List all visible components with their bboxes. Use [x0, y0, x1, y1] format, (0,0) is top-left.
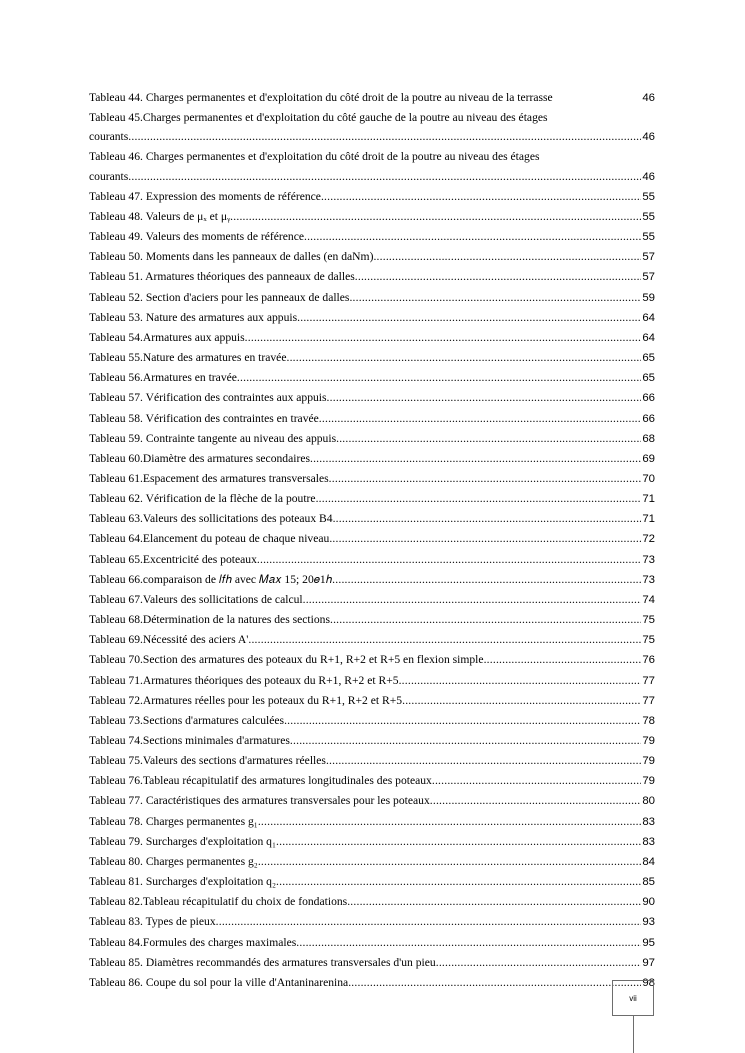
toc-entry[interactable] — [89, 88, 655, 108]
toc-entry[interactable] — [89, 388, 655, 408]
dot-leader — [258, 812, 642, 831]
toc-entry-title: Tableau 61.Espacement des armatures transversales — [89, 471, 329, 485]
toc-entry[interactable] — [89, 308, 655, 328]
toc-entry[interactable] — [89, 187, 655, 207]
toc-entry-page: 73 — [642, 573, 655, 586]
toc-entry[interactable] — [89, 108, 655, 147]
toc-entry[interactable] — [89, 469, 655, 489]
toc-entry-title: Tableau 56.Armatures en travée — [89, 371, 237, 385]
toc-entry-title: Tableau 52. Section d'aciers pour les panneaux de dalles — [89, 290, 350, 304]
dot-leader — [286, 348, 641, 367]
toc-entry-page: 79 — [642, 775, 655, 788]
toc-entry[interactable] — [89, 892, 655, 912]
toc-entry-title: Tableau 71.Armatures théoriques des poteaux du R+1, R+2 et R+5 — [89, 673, 399, 687]
toc-entry-page: 95 — [642, 936, 655, 949]
toc-entry[interactable] — [89, 650, 655, 670]
toc-entry[interactable] — [89, 771, 655, 791]
toc-entry[interactable] — [89, 409, 655, 429]
toc-entry[interactable] — [89, 691, 655, 711]
toc-entry-title: Tableau 48. Valeurs de μₓ et μᵧ — [89, 209, 231, 223]
dot-leader — [258, 852, 642, 871]
toc-entry-title: Tableau 86. Coupe du sol pour la ville d'Antaninarenina — [89, 975, 349, 989]
toc-entry[interactable] — [89, 147, 655, 186]
dot-leader — [284, 711, 641, 730]
toc-entry-page: 75 — [642, 614, 655, 627]
toc-entry[interactable] — [89, 610, 655, 630]
toc-entry-title: Tableau 75.Valeurs des sections d'armatures réelles — [89, 754, 326, 768]
toc-entry[interactable] — [89, 731, 655, 751]
toc-entry-title-line: Tableau 45.Charges permanentes et d'exploitation du côté gauche de la poutre au niveau des étages — [89, 111, 548, 125]
toc-entry[interactable] — [89, 570, 655, 590]
dot-leader — [436, 953, 642, 972]
toc-entry-page: 72 — [642, 533, 655, 546]
toc-entry-title: Tableau 76.Tableau récapitulatif des armatures longitudinales des poteaux — [89, 774, 432, 788]
toc-entry-page: 69 — [642, 452, 655, 465]
dot-leader — [296, 933, 641, 952]
dot-leader — [290, 731, 641, 750]
toc-entry[interactable] — [89, 630, 655, 650]
dot-leader — [402, 691, 641, 710]
toc-entry-page: 78 — [642, 714, 655, 727]
toc-entry-title: Tableau 50. Moments dans les panneaux de dalles (en daNm) — [89, 250, 374, 264]
dot-leader — [326, 751, 641, 770]
toc-entry-page: 70 — [642, 472, 655, 485]
toc-entry-page: 85 — [642, 876, 655, 889]
toc-entry-title: Tableau 68.Détermination de la natures des sections — [89, 613, 330, 627]
toc-entry-title: Tableau 49. Valeurs des moments de référence — [89, 230, 304, 244]
toc-entry[interactable] — [89, 288, 655, 308]
toc-entry-title: Tableau 79. Surcharges d'exploitation q₁ — [89, 834, 277, 848]
toc-entry-title: Tableau 80. Charges permanentes g₂ — [89, 854, 258, 868]
toc-entry-title-line: Tableau 46. Charges permanentes et d'exploitation du côté droit de la poutre au niveau des étages — [89, 150, 540, 164]
toc-entry[interactable] — [89, 933, 655, 953]
toc-entry-page: 74 — [642, 593, 655, 606]
toc-entry-title: Tableau 73.Sections d'armatures calculées — [89, 713, 285, 727]
toc-entry-page: 64 — [642, 311, 655, 324]
toc-entry[interactable] — [89, 852, 655, 872]
toc-entry-title: Tableau 77. Caractéristiques des armatures transversales pour les poteaux — [89, 794, 430, 808]
toc-entry-title: Tableau 60.Diamètre des armatures secondaires — [89, 451, 310, 465]
toc-entry[interactable] — [89, 227, 655, 247]
toc-entry[interactable] — [89, 912, 655, 932]
toc-entry-title: Tableau 62. Vérification de la flèche de la poutre — [89, 492, 316, 506]
dot-leader — [329, 469, 642, 488]
toc-entry-title: Tableau 59. Contrainte tangente au niveau des appuis — [89, 431, 337, 445]
toc-entry-page: 68 — [642, 432, 655, 445]
dot-leader — [327, 388, 642, 407]
toc-entry[interactable] — [89, 791, 655, 811]
dot-leader — [297, 308, 641, 327]
dot-leader — [336, 429, 641, 448]
toc-entry[interactable] — [89, 590, 655, 610]
toc-entry-title: Tableau 44. Charges permanentes et d'exploitation du côté droit de la poutre au niveau de la terrasse — [89, 91, 553, 104]
toc-entry-title: Tableau 54.Armatures aux appuis — [89, 330, 245, 344]
toc-entry-title: Tableau 74.Sections minimales d'armatures — [89, 734, 290, 747]
toc-entry-title: Tableau 70.Section des armatures des poteaux du R+1, R+2 et R+5 en flexion simple — [89, 653, 484, 667]
footer-rule — [633, 1016, 634, 1053]
toc-entry[interactable] — [89, 247, 655, 267]
page-number-box — [612, 980, 654, 1016]
toc-entry-page: 71 — [642, 513, 655, 526]
toc-entry[interactable] — [89, 348, 655, 368]
toc-entry-title: courants — [89, 169, 129, 183]
toc-entry-page: 64 — [642, 331, 655, 344]
toc-entry-title: Tableau 63.Valeurs des sollicitations des poteaux B4 — [89, 512, 333, 526]
dot-leader — [276, 872, 641, 891]
toc-entry-title: Tableau 78. Charges permanentes g₁ — [89, 814, 258, 828]
toc-entry-page: 65 — [642, 352, 655, 365]
dot-leader — [321, 187, 641, 206]
dot-leader — [128, 167, 641, 186]
toc-entry[interactable] — [89, 368, 655, 388]
toc-entry-title: Tableau 81. Surcharges d'exploitation q₂ — [89, 875, 277, 889]
toc-entry-page: 75 — [642, 634, 655, 647]
toc-entry[interactable] — [89, 953, 655, 973]
toc-entry[interactable] — [89, 711, 655, 731]
dot-leader — [332, 570, 641, 589]
toc-entry-page: 80 — [642, 795, 655, 808]
toc-entry[interactable] — [89, 671, 655, 691]
toc-entry-page: 57 — [642, 271, 655, 284]
toc-entry-page: 84 — [642, 855, 655, 868]
toc-entry-title: Tableau 55.Nature des armatures en travée — [89, 351, 287, 365]
dot-leader — [399, 671, 642, 690]
dot-leader — [373, 247, 641, 266]
toc-entry-page: 79 — [642, 735, 655, 747]
toc-entry-title: Tableau 53. Nature des armatures aux appuis — [89, 310, 298, 324]
toc-entry[interactable] — [89, 832, 655, 852]
toc-entry-title: Tableau 84.Formules des charges maximales — [89, 935, 297, 949]
dot-leader — [330, 610, 641, 629]
dot-leader — [349, 288, 641, 307]
dot-leader — [303, 590, 642, 609]
dot-leader — [216, 912, 642, 931]
toc-entry-page: 83 — [642, 835, 655, 848]
toc-entry-title: Tableau 64.Elancement du poteau de chaque niveau — [89, 532, 330, 546]
toc-entry[interactable] — [89, 429, 655, 449]
dot-leader — [276, 832, 641, 851]
toc-entry[interactable] — [89, 509, 655, 529]
dot-leader — [230, 207, 641, 226]
dot-leader — [304, 227, 641, 246]
toc-entry[interactable] — [89, 449, 655, 469]
dot-leader — [348, 973, 641, 992]
toc-entry[interactable] — [89, 812, 655, 832]
toc-entry-title: Tableau 83. Types de pieux — [89, 915, 216, 929]
toc-entry[interactable] — [89, 489, 655, 509]
toc-entry-page: 73 — [642, 553, 655, 566]
toc-entry-page: 98 — [642, 976, 655, 989]
toc-entry[interactable] — [89, 550, 655, 570]
toc-entry-page: 90 — [642, 896, 655, 909]
dot-leader — [432, 771, 641, 790]
toc-entry[interactable] — [89, 529, 655, 549]
toc-entry[interactable] — [89, 328, 655, 348]
dot-leader — [329, 529, 641, 548]
toc-entry-page: 55 — [642, 190, 655, 203]
toc-entry-page: 46 — [642, 170, 655, 183]
toc-entry-page: 66 — [642, 392, 655, 405]
toc-entry[interactable] — [89, 872, 655, 892]
toc-entry-title: Tableau 67.Valeurs des sollicitations de calcul — [89, 592, 303, 606]
toc-entry-title: Tableau 82.Tableau récapitulatif du choix de fondations — [89, 895, 348, 909]
toc-entry-page: 77 — [642, 694, 655, 707]
toc-entry-page: 57 — [642, 251, 655, 264]
dot-leader — [319, 409, 642, 428]
toc-entry-page: 76 — [642, 654, 655, 667]
toc-entry-title: Tableau 58. Vérification des contraintes en travée — [89, 411, 319, 425]
toc-entry-page: 71 — [642, 493, 655, 506]
toc-entry[interactable] — [89, 267, 655, 287]
toc-entry-title: Tableau 66.comparaison de 𝑙𝑓ℎ avec 𝑀𝑎𝑥 15; 20𝑒1ℎ — [89, 572, 333, 586]
dot-leader — [128, 127, 641, 146]
dot-leader — [430, 791, 642, 810]
toc-entry-page: 79 — [642, 755, 655, 768]
toc-entry-page: 97 — [642, 956, 655, 969]
toc-entry-page: 77 — [642, 674, 655, 687]
dot-leader — [310, 449, 641, 468]
toc-entry-page: 66 — [642, 412, 655, 425]
toc-entry-page: 59 — [642, 291, 655, 304]
toc-entry-page: 55 — [642, 231, 655, 244]
dot-leader — [257, 550, 641, 569]
toc-entry-title: Tableau 72.Armatures réelles pour les poteaux du R+1, R+2 et R+5 — [89, 693, 403, 707]
toc-entry[interactable] — [89, 207, 655, 227]
toc-entry-page: 46 — [642, 92, 655, 104]
toc-entry-page: 55 — [642, 210, 655, 223]
toc-entry-page: 46 — [642, 131, 655, 144]
dot-leader — [245, 328, 642, 347]
dot-leader — [316, 489, 642, 508]
dot-leader — [355, 267, 642, 286]
toc-entry-page: 93 — [642, 916, 655, 929]
toc-entry-title: Tableau 65.Excentricité des poteaux — [89, 552, 257, 566]
toc-entry-title: courants — [89, 130, 129, 144]
dot-leader — [347, 892, 641, 911]
toc-entry-title: Tableau 51. Armatures théoriques des panneaux de dalles — [89, 270, 355, 284]
toc-entry-page: 65 — [642, 372, 655, 385]
dot-leader — [333, 509, 642, 528]
toc-entry[interactable] — [89, 751, 655, 771]
toc-entry-title: Tableau 47. Expression des moments de référence — [89, 189, 321, 203]
dot-leader — [248, 630, 641, 649]
toc-entry-title: Tableau 69.Nécessité des aciers A' — [89, 633, 249, 647]
dot-leader — [484, 650, 642, 669]
toc-entry-page: 83 — [642, 815, 655, 828]
toc-entry-title: Tableau 57. Vérification des contraintes aux appuis — [89, 391, 327, 405]
list-of-tables — [89, 88, 655, 993]
toc-entry[interactable] — [89, 973, 655, 993]
page-number: vii — [629, 993, 637, 1003]
dot-leader — [237, 368, 641, 387]
toc-entry-title: Tableau 85. Diamètres recommandés des armatures transversales d'un pieu — [89, 955, 436, 969]
